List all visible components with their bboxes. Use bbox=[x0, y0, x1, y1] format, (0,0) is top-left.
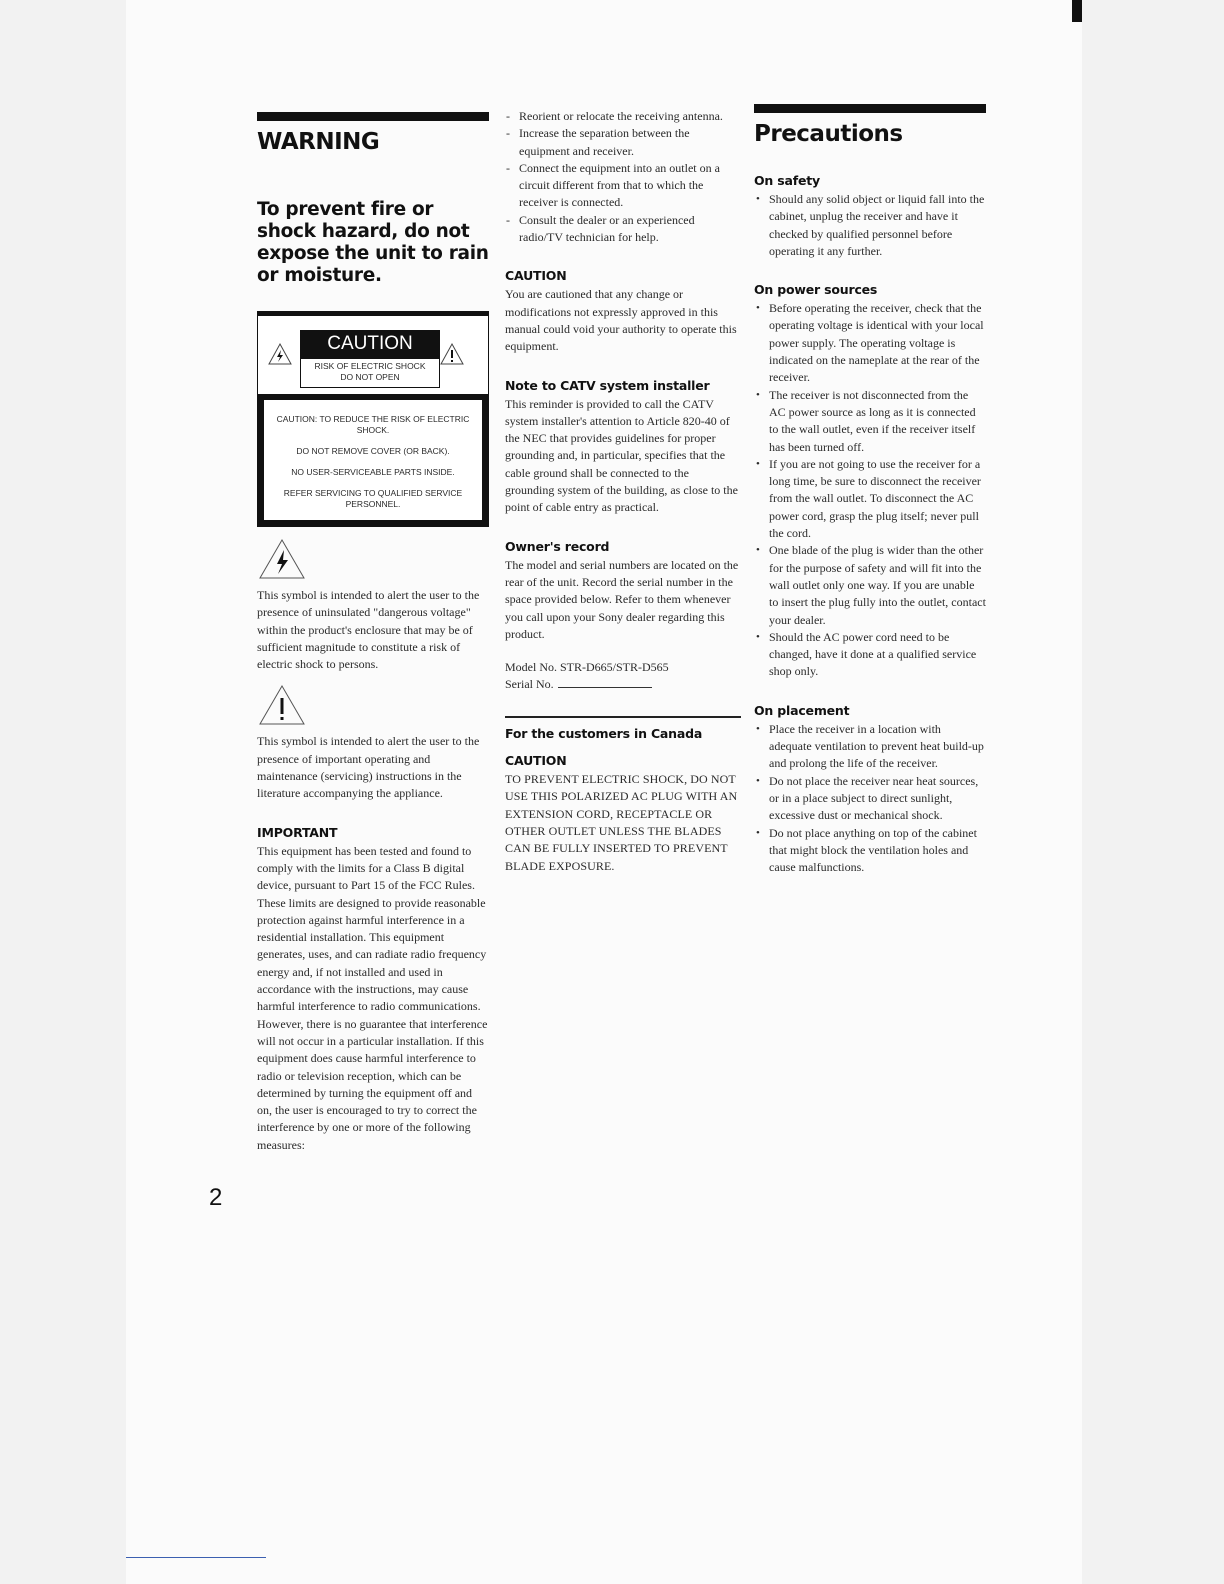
caution-label-line: NO USER-SERVICEABLE PARTS INSIDE. bbox=[291, 467, 455, 477]
placement-list bbox=[754, 721, 986, 877]
model-number: Model No. STR-D665/STR-D565 bbox=[505, 660, 669, 675]
exclamation-triangle-icon bbox=[440, 342, 464, 366]
list-item: - Connect the equipment into an outlet on a circuit different from that to which the receiver is connected. bbox=[505, 160, 741, 212]
canada-caution-heading: CAUTION bbox=[505, 752, 567, 768]
risk-line-2: DO NOT OPEN bbox=[340, 372, 400, 382]
canada-rule bbox=[505, 716, 741, 718]
list-item: • Do not place anything on top of the cabinet that might block the ventilation holes and cause malfunctions. bbox=[754, 825, 986, 877]
voltage-symbol-wrap bbox=[257, 537, 489, 581]
list-item: • Should the AC power cord need to be changed, have it done at a qualified service shop only. bbox=[754, 629, 986, 681]
list-item: • One blade of the plug is wider than the other for the purpose of safety and will fit into the wall outlet only one way. If you are unable to insert the plug fully into the outlet, contact your dealer. bbox=[754, 542, 986, 628]
precautions-rule bbox=[754, 104, 986, 113]
warning-title: WARNING bbox=[257, 129, 380, 155]
list-item: - Consult the dealer or an experienced radio/TV technician for help. bbox=[505, 212, 741, 247]
catv-text: This reminder is provided to call the CATV system installer's attention to Article 820-40 of the NEC that provides guidelines for proper grounding and, in particular, specifies that the cable ground shall be connected to the grounding system of the building, as close to the point of cable entry as practical. bbox=[505, 396, 738, 515]
caution-badge: CAUTION bbox=[300, 330, 440, 358]
warning-rule bbox=[257, 112, 489, 121]
list-item: - Reorient or relocate the receiving antenna. bbox=[505, 108, 741, 125]
owners-record-text: The model and serial numbers are located on the rear of the unit. Record the serial number in the space provided below. Refer to them whenever you call upon your Sony dealer regarding this product. bbox=[505, 557, 739, 641]
list-item: - Increase the separation between the equipment and receiver. bbox=[505, 125, 741, 160]
list-item: • If you are not going to use the receiver for a long time, be sure to disconnect the receiver from the wall outlet. To disconnect the AC power cord, grasp the plug itself; never pull the cord. bbox=[754, 456, 986, 542]
canada-caution-text: TO PREVENT ELECTRIC SHOCK, DO NOT USE THIS POLARIZED AC PLUG WITH AN EXTENSION CORD, RECEPTACLE OR OTHER OUTLET UNLESS THE BLADES CAN BE FULLY INSERTED TO PREVENT BLADE EXPOSURE. bbox=[505, 771, 738, 873]
on-placement-heading: On placement bbox=[754, 702, 850, 718]
caution-heading: CAUTION bbox=[505, 268, 567, 284]
precautions-column bbox=[754, 104, 986, 876]
risk-box bbox=[300, 358, 440, 388]
safety-list bbox=[754, 191, 986, 260]
important-heading: IMPORTANT bbox=[257, 824, 338, 840]
serial-number-row bbox=[505, 676, 741, 693]
caution-label bbox=[257, 311, 489, 527]
caution-label-line: REFER SERVICING TO QUALIFIED SERVICE PERSONNEL. bbox=[283, 488, 463, 509]
lightning-triangle-icon bbox=[257, 537, 307, 581]
caution-label-top bbox=[258, 312, 488, 400]
list-item: • The receiver is not disconnected from the AC power source as long as it is connected to the wall outlet, even if the receiver itself has been turned off. bbox=[754, 387, 986, 456]
owners-record-heading: Owner's record bbox=[505, 538, 610, 554]
warning-column bbox=[257, 112, 489, 1154]
on-power-sources-heading: On power sources bbox=[754, 282, 878, 298]
exclamation-triangle-icon bbox=[257, 683, 307, 727]
catv-heading: Note to CATV system installer bbox=[505, 377, 710, 393]
page-number: 2 bbox=[209, 1184, 223, 1211]
serial-blank-line bbox=[558, 677, 652, 688]
on-safety-heading: On safety bbox=[754, 173, 820, 188]
caution-label-line: DO NOT REMOVE COVER (OR BACK). bbox=[296, 446, 450, 456]
lightning-triangle-icon bbox=[268, 342, 292, 366]
important-paragraph: This equipment has been tested and found to comply with the limits for a Class B digital device, pursuant to Part 15 of the FCC Rules. bbox=[257, 843, 475, 893]
power-sources-list bbox=[754, 300, 986, 681]
list-item: • Before operating the receiver, check that the operating voltage is identical with your local power supply. The operating voltage is indicated on the nameplate at the rear of the receiver. bbox=[754, 300, 986, 386]
list-item: • Should any solid object or liquid fall into the cabinet, unplug the receiver and have it checked by qualified personnel before operating it any further. bbox=[754, 191, 986, 260]
exclamation-symbol-wrap bbox=[257, 683, 489, 727]
hazard-heading: To prevent fire or shock hazard, do not expose the unit to rain or moisture. bbox=[257, 199, 489, 286]
risk-line-1: RISK OF ELECTRIC SHOCK bbox=[314, 361, 426, 371]
caution-label-line: CAUTION: TO REDUCE THE RISK OF ELECTRIC SHOCK. bbox=[276, 414, 470, 435]
measures-list bbox=[505, 108, 741, 246]
important-paragraph: These limits are designed to provide reasonable protection against harmful interference in a residential installation. This equipment generates, uses, and can radiate radio frequency energy and, if not installed and used in accordance with the instructions, may cause harmful interference to radio communications. However, there is no guarantee that interference will not occur in a particular installation. If this equipment does cause harmful interference to radio or television reception, which can be determined by turning the equipment off and on, the user is encouraged to try to correct the interference by one or more of the following measures: bbox=[257, 895, 488, 1152]
caution-text: You are cautioned that any change or modifications not expressly approved in this manual could void your authority to operate this equipment. bbox=[505, 287, 737, 354]
canada-heading: For the customers in Canada bbox=[505, 725, 703, 741]
list-item: • Place the receiver in a location with adequate ventilation to prevent heat build-up and prolong the life of the receiver. bbox=[754, 721, 986, 773]
registration-mark bbox=[1072, 0, 1082, 22]
footer-rule bbox=[126, 1557, 266, 1558]
caution-label-body bbox=[258, 400, 488, 526]
exclamation-symbol-text: This symbol is intended to alert the user to the presence of important operating and maintenance (servicing) instructions in the literature accompanying the appliance. bbox=[257, 734, 480, 801]
precautions-title: Precautions bbox=[754, 121, 903, 147]
voltage-symbol-text: This symbol is intended to alert the user to the presence of uninsulated "dangerous voltage" within the product's enclosure that may be of sufficient magnitude to constitute a risk of electric shock to persons. bbox=[257, 588, 480, 672]
fcc-column bbox=[505, 108, 741, 875]
serial-label: Serial No. bbox=[505, 677, 554, 692]
list-item: • Do not place the receiver near heat sources, or in a place subject to direct sunlight, excessive dust or mechanical shock. bbox=[754, 773, 986, 825]
